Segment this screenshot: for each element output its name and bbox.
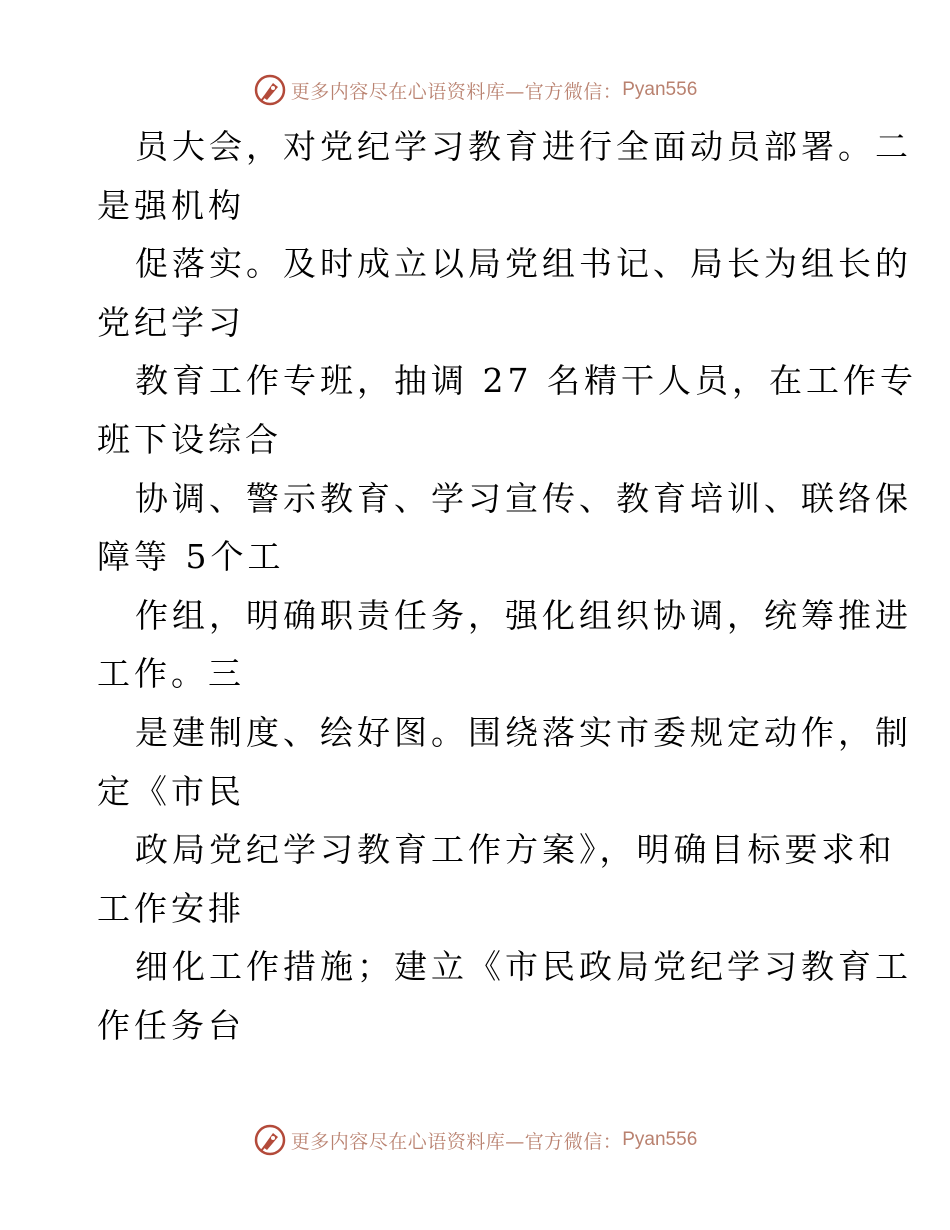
header-watermark-banner xyxy=(0,70,950,110)
body-line: 党纪学习 xyxy=(97,302,245,342)
pen-nib-logo-icon xyxy=(253,73,287,107)
body-line: 班下设综合 xyxy=(97,419,282,459)
header-banner-id: Pyan556 xyxy=(622,79,698,100)
body-line: 作任务台 xyxy=(97,1005,245,1045)
body-line: 作组，明确职责任务，强化组织协调，统筹推进 xyxy=(135,595,912,635)
pen-nib-logo-icon xyxy=(253,1123,287,1157)
body-line: 是强机构 xyxy=(97,185,245,225)
body-line: 教育工作专班，抽调 27 名精干人员，在工作专 xyxy=(135,361,917,401)
body-line: 障等 5个工 xyxy=(97,537,285,577)
document-body xyxy=(97,118,917,1056)
footer-banner-id: Pyan556 xyxy=(622,1129,698,1150)
body-line: 细化工作措施；建立《市民政局党纪学习教育工 xyxy=(135,947,912,987)
body-line: 工作。三 xyxy=(97,654,245,694)
body-line: 政局党纪学习教育工作方案》，明确目标要求和 xyxy=(135,830,896,870)
header-banner-text: 更多内容尽在心语资料库—官方微信： xyxy=(290,80,623,103)
body-line: 工作安排 xyxy=(97,888,245,928)
body-line: 员大会，对党纪学习教育进行全面动员部署。二 xyxy=(135,127,912,166)
body-line: 是建制度、绘好图。围绕落实市委规定动作，制 xyxy=(135,712,912,752)
body-line: 促落实。及时成立以局党组书记、局长为组长的 xyxy=(135,244,912,284)
footer-banner-text: 更多内容尽在心语资料库—官方微信： xyxy=(290,1130,623,1153)
footer-watermark-banner xyxy=(0,1120,950,1160)
body-line: 协调、警示教育、学习宣传、教育培训、联络保 xyxy=(135,478,912,518)
body-line: 定《市民 xyxy=(97,771,245,811)
